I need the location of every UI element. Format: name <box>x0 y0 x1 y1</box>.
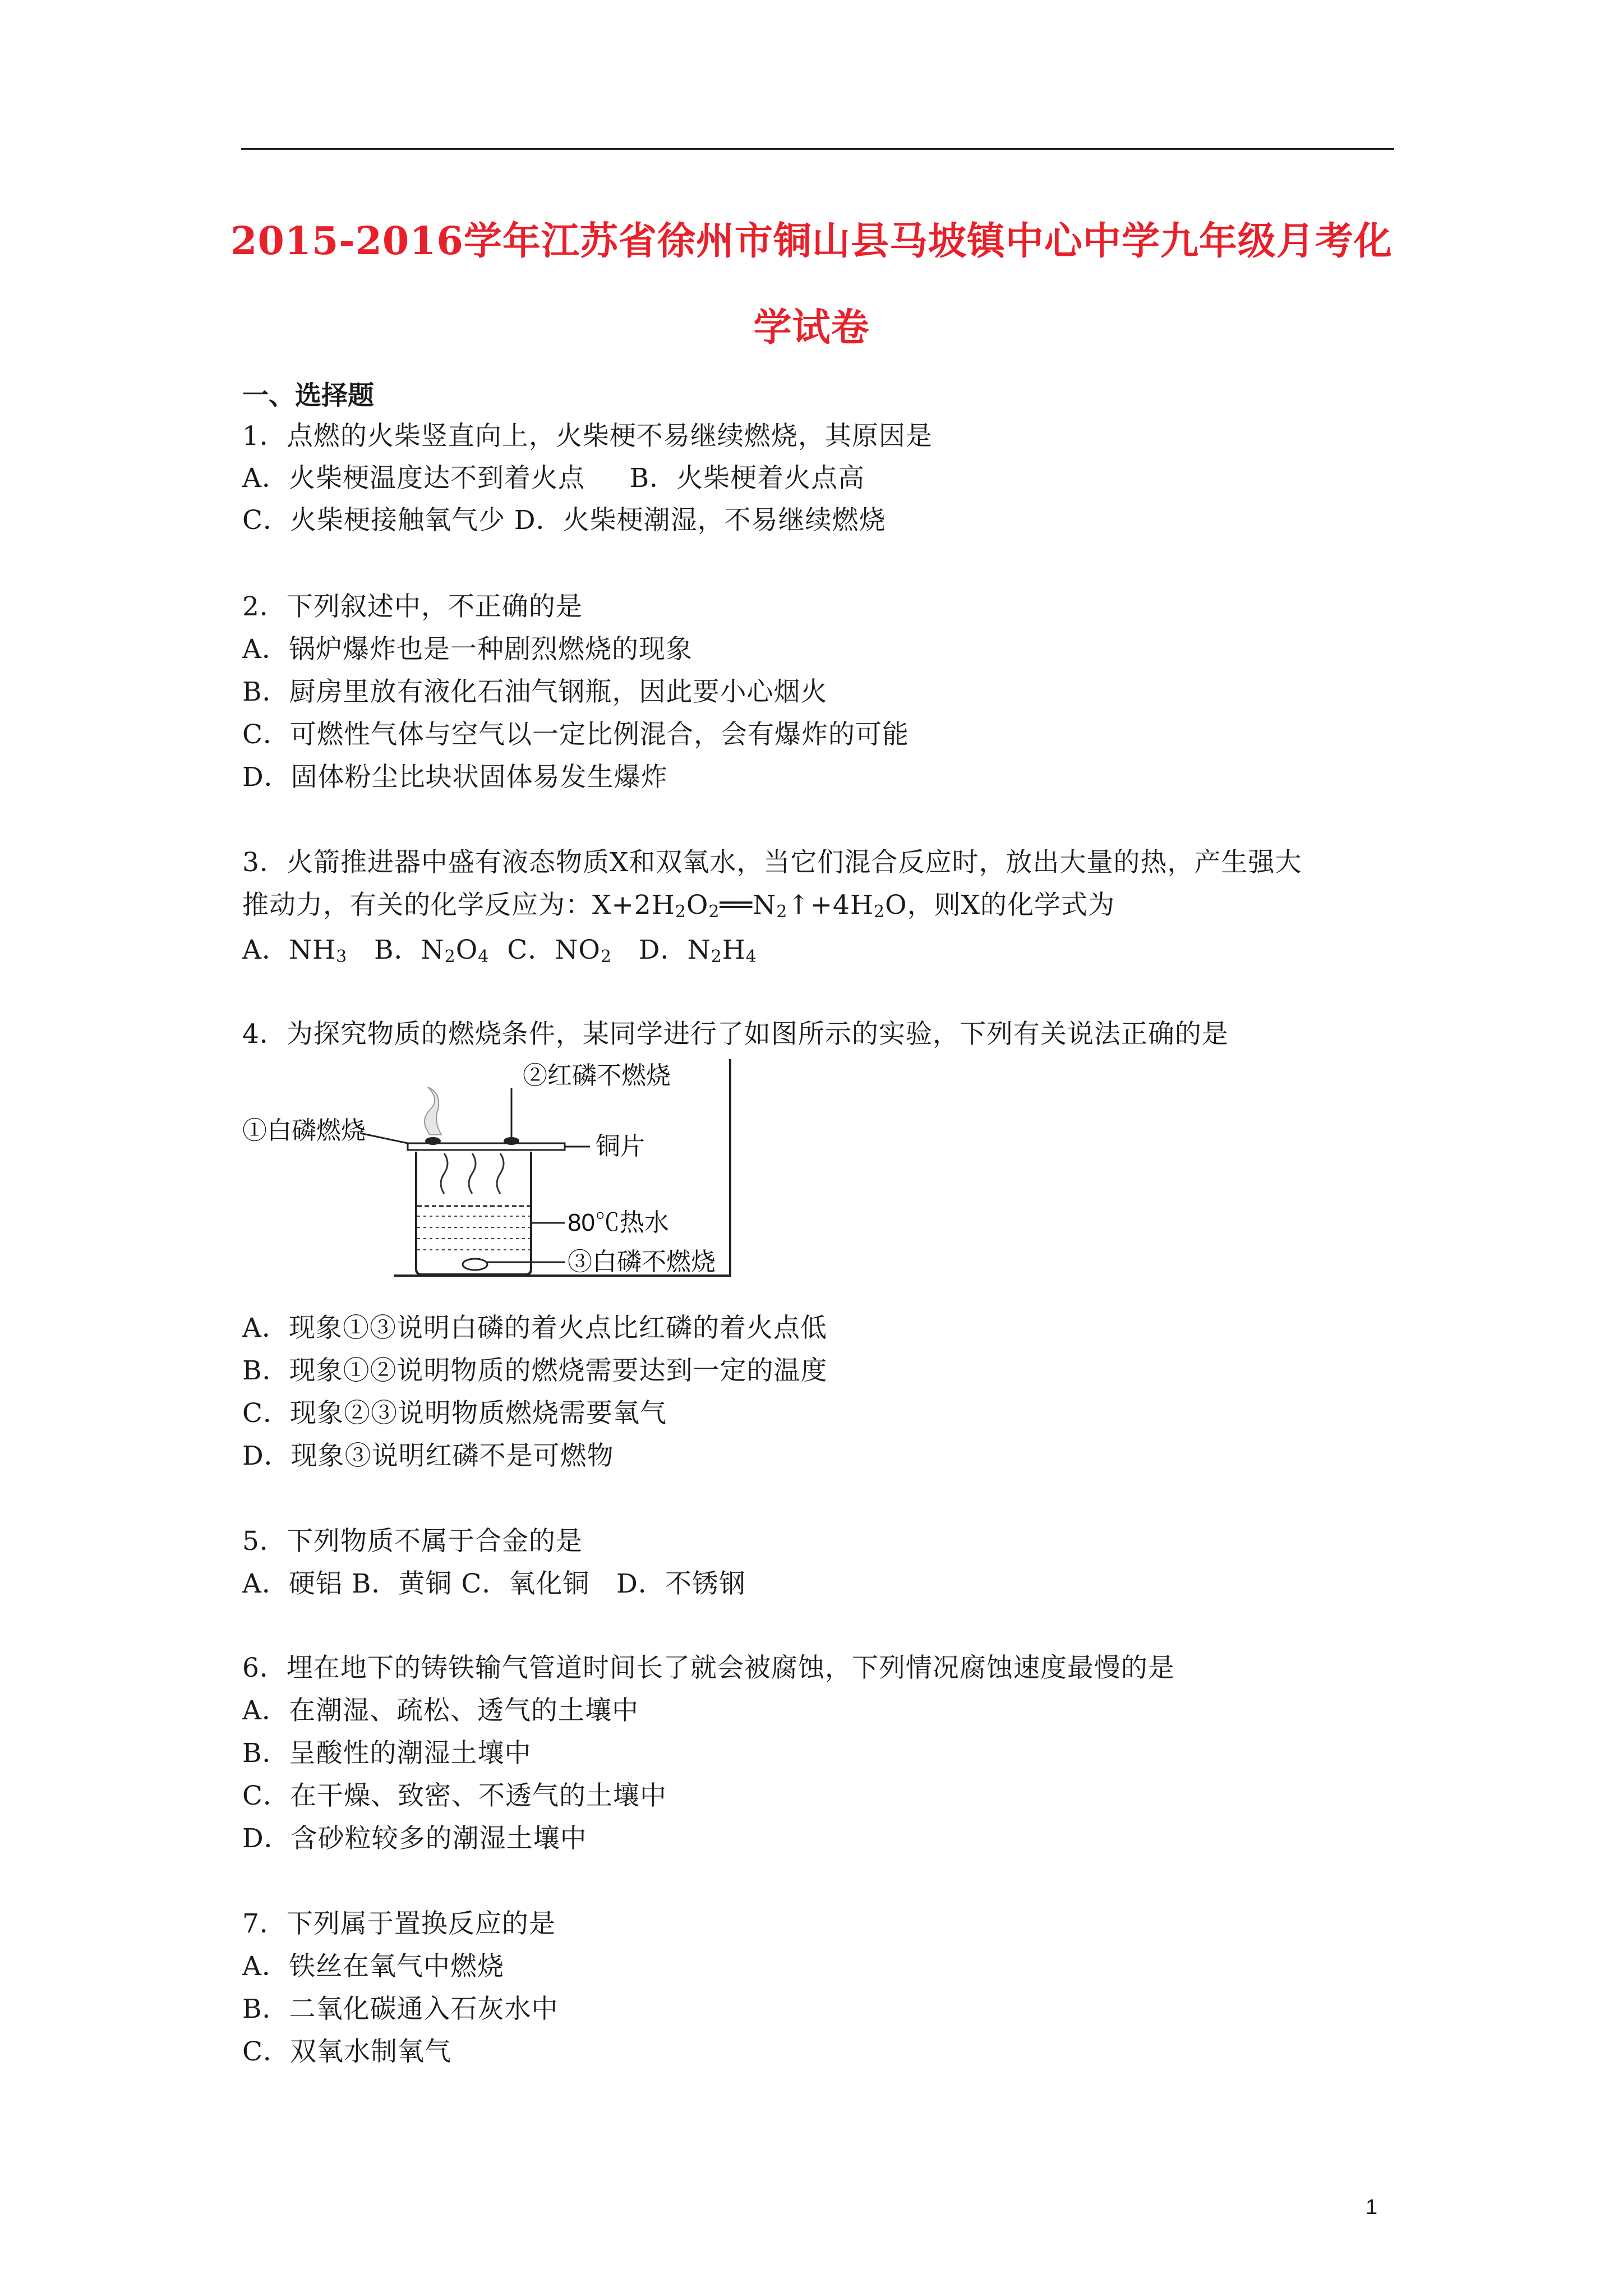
page-title-line1: 2015-2016学年江苏省徐州市铜山县马坡镇中心中学九年级月考化 <box>230 219 1393 264</box>
question-6-option-d: D．含砂粒较多的潮湿土壤中 <box>242 1823 587 1854</box>
question-1-option-ab: A．火柴梗温度达不到着火点 B．火柴梗着火点高 <box>242 463 865 494</box>
question-4-stem: 4．为探究物质的燃烧条件，某同学进行了如图所示的实验，下列有关说法正确的是 <box>242 1019 1229 1050</box>
question-7-option-c: C．双氧水制氧气 <box>242 2036 451 2067</box>
question-3-stem-line2: 推动力，有关的化学反应为：$X+2H_2O_2══N_2↑+4H_2O$，则X的化学式为 <box>242 890 1115 922</box>
label-red-phosphorus: ②红磷不燃烧 <box>523 1062 671 1089</box>
question-2-stem: 2．下列叙述中，不正确的是 <box>242 591 583 622</box>
leader-white-burn <box>360 1133 408 1143</box>
label-white-burning: ①白磷燃烧 <box>242 1117 366 1144</box>
section-heading: 一、选择题 <box>242 380 374 411</box>
question-7-option-a: A．铁丝在氧气中燃烧 <box>242 1951 504 1982</box>
question-3-options: A．$NH_3$ B．$N_2O_4$ C．$NO_2$ D．$N_2H_4$ <box>242 935 757 967</box>
question-7-stem: 7．下列属于置换反应的是 <box>242 1908 556 1939</box>
question-3-stem: 3．火箭推进器中盛有液态物质X和双氧水，当它们混合反应时，放出大量的热，产生强大 <box>242 847 1302 878</box>
question-1-stem: 1．点燃的火柴竖直向上，火柴梗不易继续燃烧，其原因是 <box>242 421 933 452</box>
page-title-line2: 学试卷 <box>753 305 870 350</box>
label-copper-plate: 铜片 <box>596 1133 645 1160</box>
question-5-options: A．硬铝 B．黄铜 C．氧化铜 D．不锈钢 <box>242 1568 746 1599</box>
white-phosphorus-plate <box>425 1137 441 1145</box>
question-6-option-b: B．呈酸性的潮湿土壤中 <box>242 1738 532 1769</box>
question-3-stem-line2-pre: 推动力，有关的化学反应为：X+2H <box>242 890 675 921</box>
smoke-plume <box>425 1087 441 1135</box>
question-6-stem: 6．埋在地下的铸铁输气管道时间长了就会被腐蚀，下列情况腐蚀速度最慢的是 <box>242 1653 1175 1683</box>
question-2-option-a: A．锅炉爆炸也是一种剧烈燃烧的现象 <box>242 634 693 665</box>
question-4-option-c: C．现象②③说明物质燃烧需要氧气 <box>242 1398 667 1429</box>
question-7-option-b: B．二氧化碳通入石灰水中 <box>242 1994 559 2024</box>
question-6-option-c: C．在干燥、致密、不透气的土壤中 <box>242 1780 667 1811</box>
combustion-experiment-diagram <box>242 1059 735 1278</box>
question-2-option-c: C．可燃性气体与空气以一定比例混合，会有爆炸的可能 <box>242 719 909 750</box>
question-4-option-a: A．现象①③说明白磷的着火点比红磷的着火点低 <box>242 1313 827 1343</box>
label-hot-water: 80℃热水 <box>568 1209 669 1236</box>
question-6-option-a: A．在潮湿、疏松、透气的土壤中 <box>242 1695 639 1726</box>
question-2-option-b: B．厨房里放有液化石油气钢瓶，因此要小心烟火 <box>242 677 828 707</box>
question-4-option-b: B．现象①②说明物质的燃烧需要达到一定的温度 <box>242 1355 828 1386</box>
question-4-option-d: D．现象③说明红磷不是可燃物 <box>242 1441 614 1471</box>
page-number: 1 <box>1366 2196 1378 2219</box>
steam-curve-2 <box>469 1153 476 1194</box>
question-5-stem: 5．下列物质不属于合金的是 <box>242 1526 583 1557</box>
header-rule <box>241 148 1394 150</box>
steam-curve-1 <box>441 1153 448 1194</box>
label-white-not-burning: ③白磷不燃烧 <box>568 1248 716 1276</box>
steam-curve-3 <box>497 1153 504 1194</box>
question-2-option-d: D．固体粉尘比块状固体易发生爆炸 <box>242 762 668 793</box>
question-1-option-cd: C．火柴梗接触氧气少 D．火柴梗潮湿，不易继续燃烧 <box>242 505 886 536</box>
white-phosphorus-water <box>463 1259 487 1270</box>
question-3-stem-line2-post: ，则X的化学式为 <box>907 890 1115 921</box>
red-phosphorus <box>504 1137 519 1145</box>
